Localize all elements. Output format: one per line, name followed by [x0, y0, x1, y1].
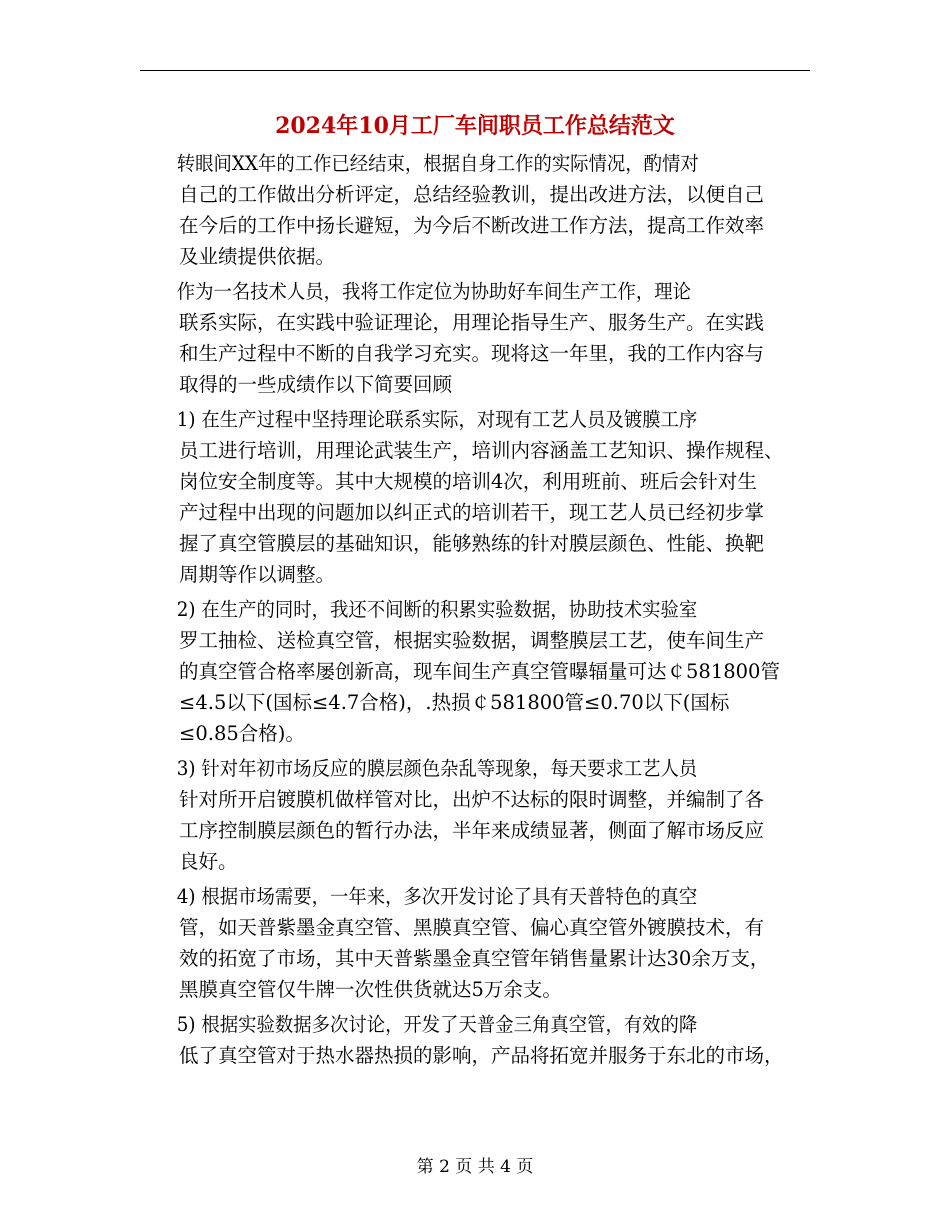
body-paragraph	[140, 404, 810, 590]
body-paragraph	[140, 753, 810, 877]
paragraph-line: ≤0.85合格)。	[179, 722, 305, 745]
paragraph-line: 2) 在生产的同时，我还不间断的积累实验数据，协助技术实验室	[176, 598, 698, 621]
paragraph-line: 4) 根据市场需要，一年来，多次开发讨论了具有天普特色的真空	[176, 885, 698, 908]
paragraph-line: 联系实际，在实践中验证理论，用理论指导生产、服务生产。在实践	[179, 311, 765, 334]
body-paragraph	[140, 148, 810, 272]
paragraph-line: 握了真空管膜层的基础知识，能够熟练的针对膜层颜色、性能、换靶	[179, 532, 765, 555]
paragraph-line: 周期等作以调整。	[179, 563, 336, 586]
paragraph-line: 3) 针对年初市场反应的膜层颜色杂乱等现象，每天要求工艺人员	[176, 757, 698, 780]
paragraph-line: 作为一名技术人员，我将工作定位为协助好车间生产工作，理论	[176, 280, 691, 303]
body-paragraph	[140, 276, 810, 400]
paragraph-line: 和生产过程中不断的自我学习充实。现将这一年里，我的工作内容与	[179, 342, 765, 365]
page-number-footer: 第 2 页 共 4 页	[416, 1157, 534, 1177]
paragraph-line: 效的拓宽了市场，其中天普紫墨金真空管年销售量累计达30余万支，	[179, 947, 770, 970]
paragraph-line: 岗位安全制度等。其中大规模的培训4次，利用班前、班后会针对生	[179, 470, 757, 493]
document-body	[140, 148, 810, 1071]
paragraph-line: 5) 根据实验数据多次讨论，开发了天普金三角真空管，有效的降	[176, 1013, 698, 1036]
paragraph-line: 取得的一些成绩作以下简要回顾	[179, 373, 453, 396]
body-paragraph	[140, 594, 810, 749]
paragraph-line: 的真空管合格率屡创新高，现车间生产真空管曝辐量可达￠581800管	[179, 660, 780, 683]
body-paragraph	[140, 1009, 810, 1071]
paragraph-line: 低了真空管对于热水器热损的影响，产品将拓宽并服务于东北的市场，	[179, 1044, 784, 1067]
paragraph-line: ≤4.5以下(国标≤4.7合格)，.热损￠581800管≤0.70以下(国标	[179, 691, 730, 714]
body-paragraph	[140, 881, 810, 1005]
paragraph-line: 罗工抽检、送检真空管，根据实验数据，调整膜层工艺，使车间生产	[179, 629, 765, 652]
document-title: 2024年10月工厂车间职员工作总结范文	[275, 113, 675, 139]
paragraph-line: 黑膜真空管仅牛牌一次性供货就达5万余支。	[179, 978, 562, 1001]
paragraph-line: 针对所开启镀膜机做样管对比，出炉不达标的限时调整，并编制了各	[179, 788, 765, 811]
paragraph-line: 在今后的工作中扬长避短，为今后不断改进工作方法，提高工作效率	[179, 214, 765, 237]
paragraph-line: 管，如天普紫墨金真空管、黑膜真空管、偏心真空管外镀膜技术，有	[179, 916, 765, 939]
paragraph-line: 及业绩提供依据。	[179, 245, 336, 268]
paragraph-line: 转眼间XX年的工作已经结束，根据自身工作的实际情况，酌情对	[176, 152, 699, 175]
paragraph-line: 员工进行培训，用理论武装生产，培训内容涵盖工艺知识、操作规程、	[179, 439, 784, 462]
paragraph-line: 产过程中出现的问题加以纠正式的培训若干，现工艺人员已经初步掌	[179, 501, 765, 524]
paragraph-line: 工序控制膜层颜色的暂行办法，半年来成绩显著，侧面了解市场反应	[179, 819, 765, 842]
paragraph-line: 良好。	[179, 850, 238, 873]
paragraph-line: 自己的工作做出分析评定，总结经验教训，提出改进方法，以便自己	[179, 183, 765, 206]
paragraph-line: 1) 在生产过程中坚持理论联系实际，对现有工艺人员及镀膜工序	[176, 408, 698, 431]
header-rule	[140, 70, 810, 71]
